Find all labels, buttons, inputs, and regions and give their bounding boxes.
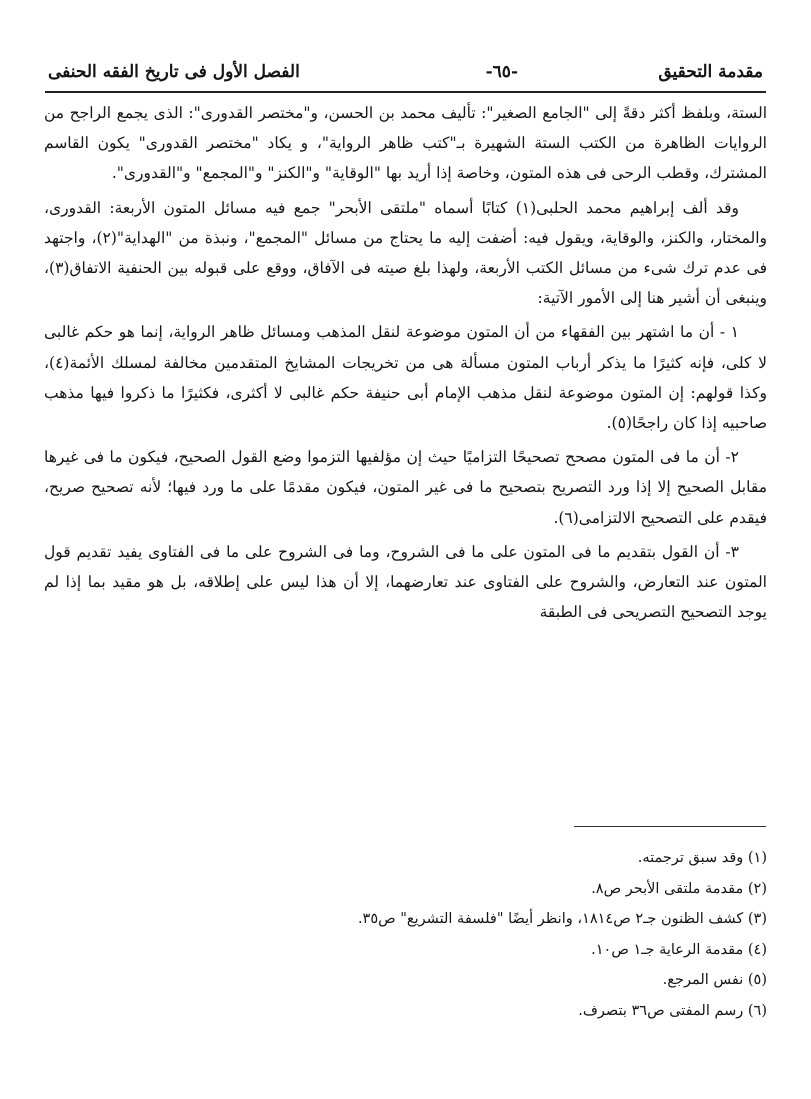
paragraph: ٣- أن القول بتقديم ما فى المتون على ما فى الشروح، وما فى الشروح على ما فى الفتاوى يفيد تقديم قول المتون عند التعارض، والشروح على الفتاوى عند تعارضهما، إلا أن هذا ليس على إطلاقه، بل هو مقيد بما إذا لم يوجد التصحيح التصريحى فى الطبقة [44,542,767,622]
footnote: (٣) كشف الظنون جـ٢ ص١٨١٤، وانظر أيضًا "فلسفة التشريع" ص٣٥. [357,911,767,927]
paragraph: ١ - أن ما اشتهر بين الفقهاء من أن المتون موضوعة لنقل المذهب ومسائل ظاهر الرواية، إنما هو حكم غالبى لا كلى، فإنه كثيرًا ما يذكر أرباب المتون مسألة هى من تخريجات المشايخ المتقدمين مخالفة لمسلك الأئمة(٤)، وكذا قولهم: إن المتون موضوعة لنقل مذهب الإمام أبى حنيفة حكم غالبى لا أكثرى، فكثيرًا ما ذكروا فيها مذهب صاحبيه إذا كان راجحًا(٥). [44,323,767,433]
footnote: (٤) مقدمة الرعاية جـ١ ص١٠. [591,941,767,958]
paragraph: الستة، وبلفظ أكثر دقةً إلى "الجامع الصغير": تأليف محمد بن الحسن، و"مختصر القدورى": الذى يجمع الراجح من الروايات الظاهرة من الكتب الستة الشهيرة بـ"كتب ظاهر الرواية"، و يكاد "مختصر القدورى" يكون القاسم المشترك، وقطب الرحى فى هذه المتون، وخاصة إذا أريد بها "الوقاية" و"الكنز" و"المجمع" و"القدورى". [44,104,767,183]
page-number: -٦٥- [485,62,518,82]
footnote: (٦) رسم المفتى ص٣٦ بتصرف. [578,1002,767,1019]
footnote: (٢) مقدمة ملتقى الأبحر ص٨. [591,880,767,897]
header-divider [45,91,766,93]
paragraph: ٢- أن ما فى المتون مصحح تصحيحًا التزاميًا حيث إن مؤلفيها التزموا وضع القول الصحيح، فيكون ما فى غيرها مقابل الصحيح إلا إذا ورد التصريح بتصحيح ما فى غير المتون، فيكون مقدمًا على ما ورد فيها؛ لأنه تصحيح صريح، فيقدم على التصحيح الالتزامى(٦). [44,448,767,527]
header-section-title: مقدمة التحقيق [658,62,763,82]
running-header [48,58,763,90]
footnote: (١) وقد سبق ترجمته. [637,850,767,866]
footnotes [44,843,767,1026]
footnote: (٥) نفس المرجع. [662,972,767,988]
paragraph: وقد ألف إبراهيم محمد الحلبى(١) كتابًا أسماه "ملتقى الأبحر" جمع فيه مسائل المتون الأربعة: القدورى، والمختار، والكنز، والوقاية، ويقول فيه: أضفت إليه ما يحتاج من مسائل "المجمع"، ونبذة من "الهداية"(٢)، واجتهد فى عدم ترك شىء من مسائل الكتب الأربعة، ولهذا بلغ صيته فى الآفاق، ووقع على قبوله بين الحنفية الاتفاق(٣)، وينبغى أن أشير هنا إلى الأمور الآتية: [44,198,767,308]
footnote-divider [574,826,766,827]
main-text [44,98,767,627]
header-chapter-title: الفصل الأول فى تاريخ الفقه الحنفى [48,62,300,82]
